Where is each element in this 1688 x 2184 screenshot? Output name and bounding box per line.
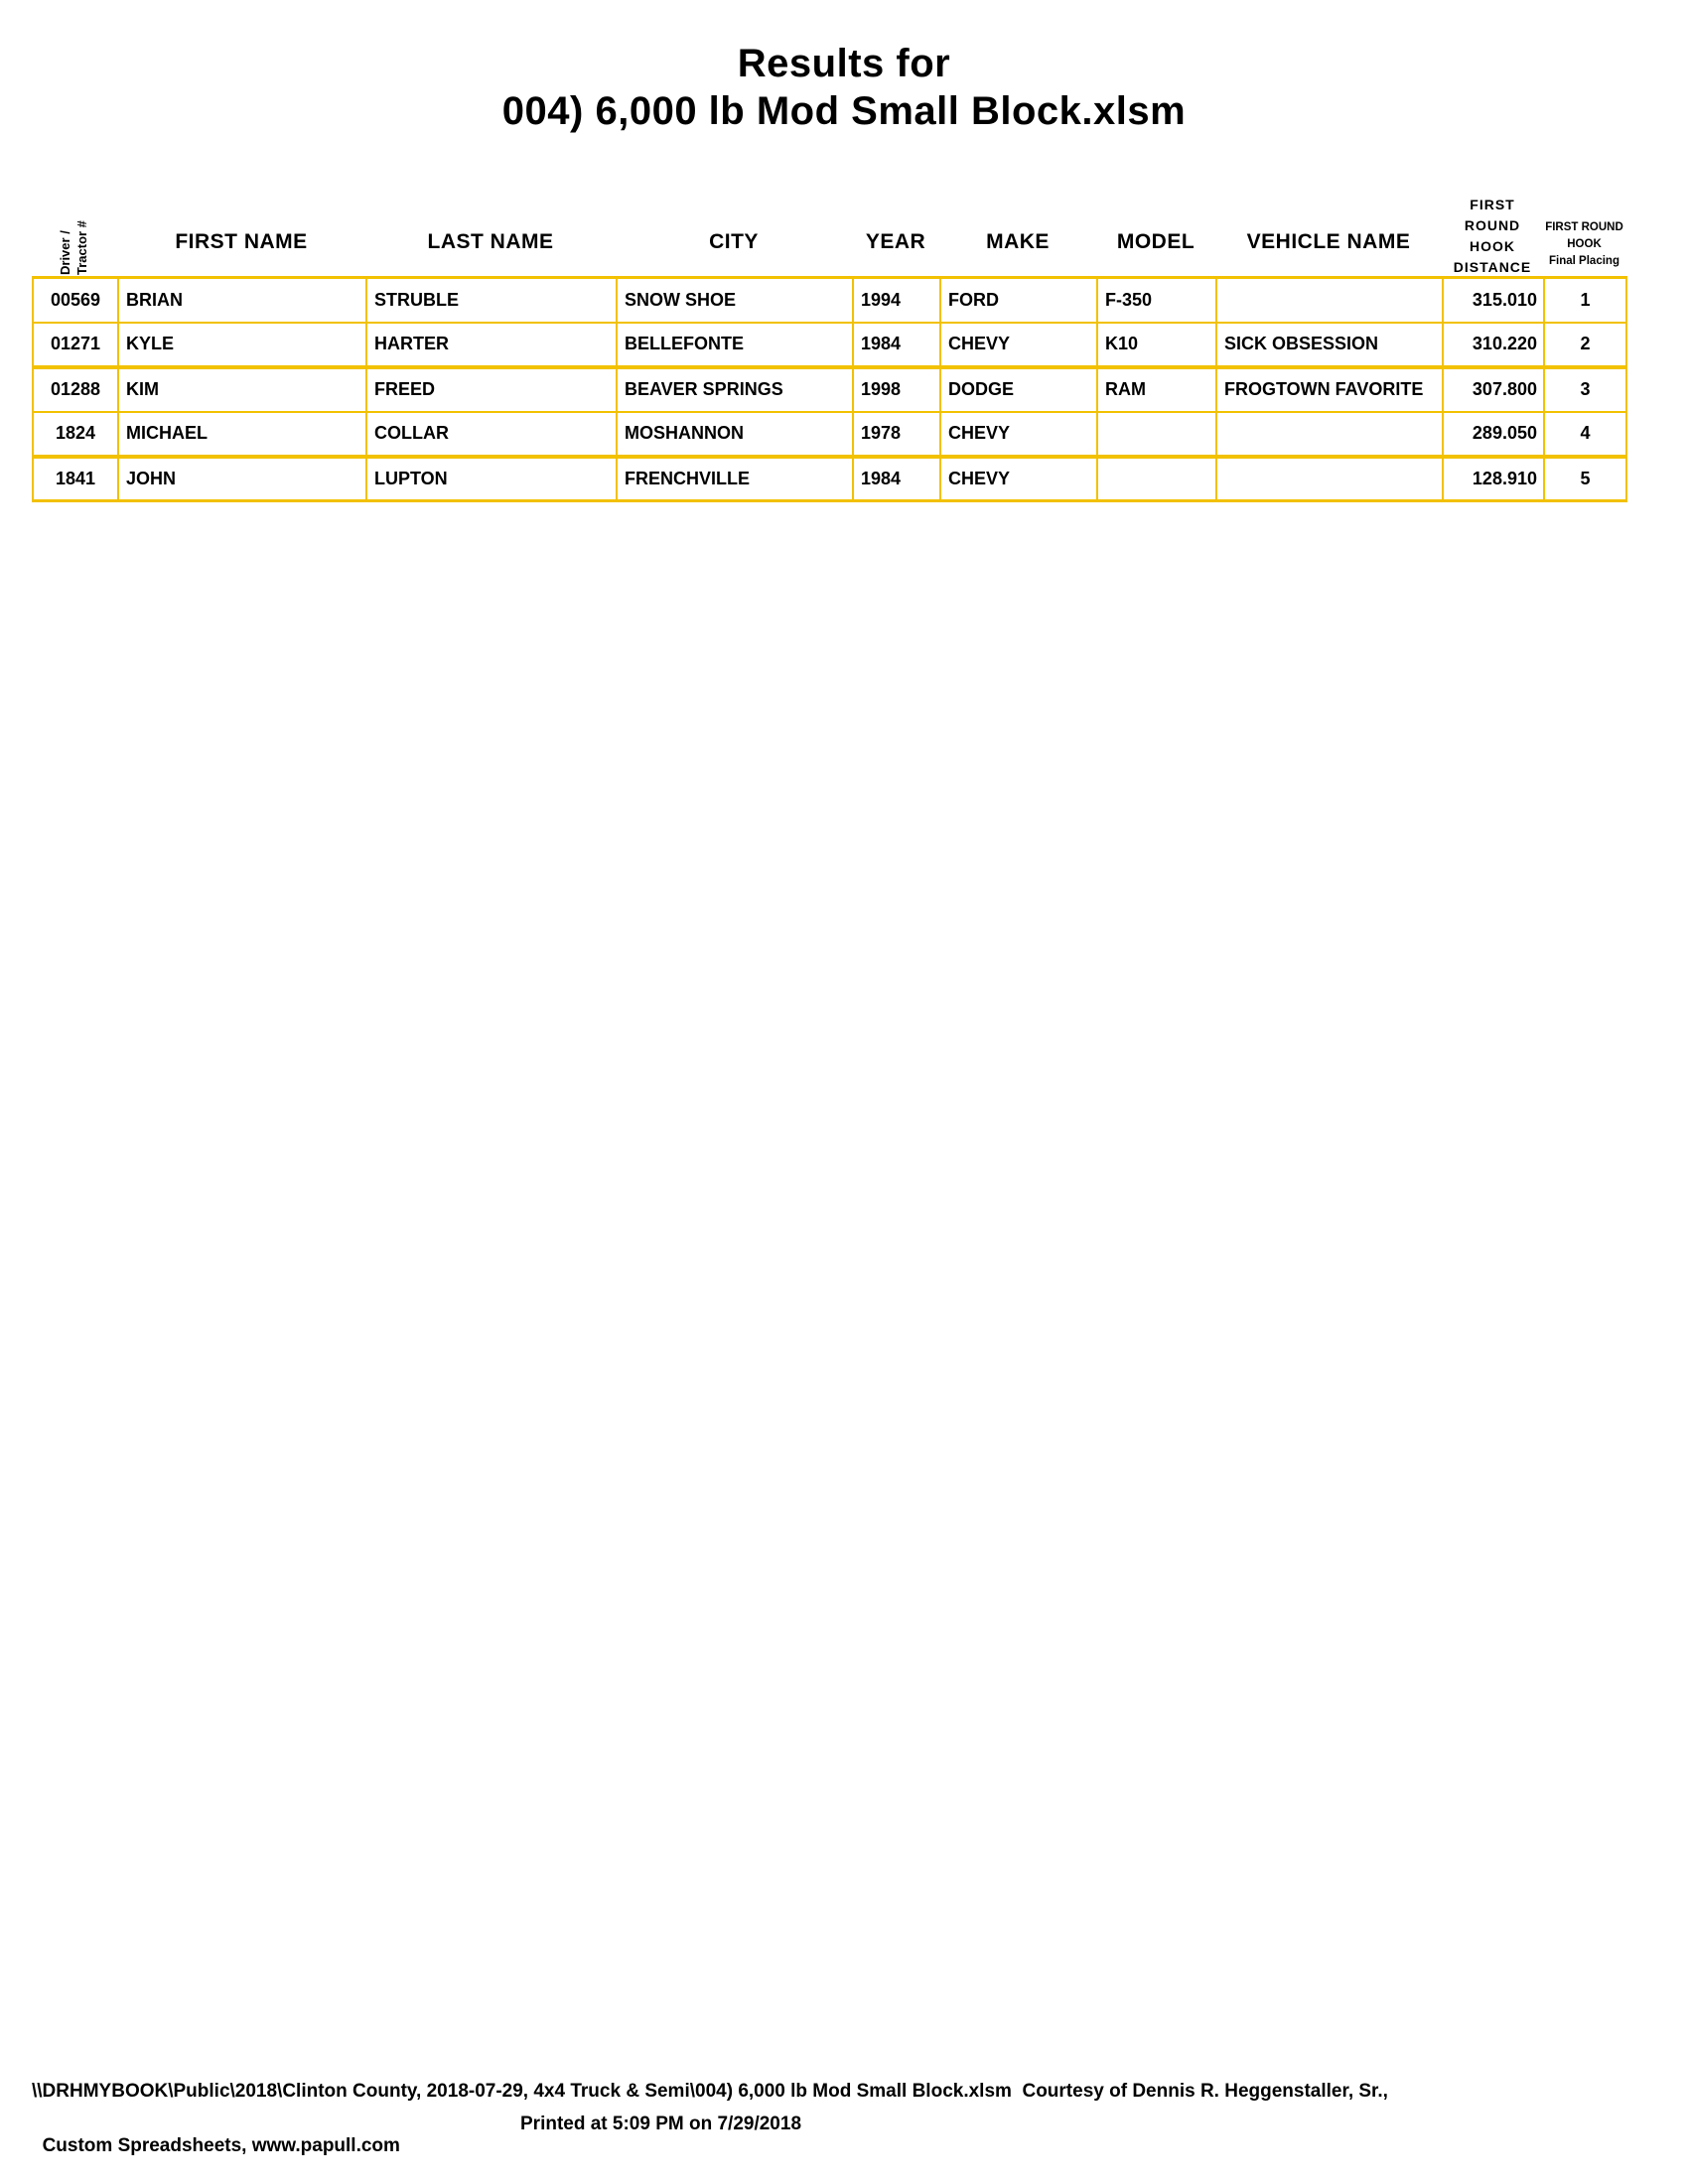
cell-model	[1097, 412, 1216, 457]
cell-final-placing: 1	[1544, 278, 1626, 323]
table-row	[33, 457, 1626, 501]
cell-city: BELLEFONTE	[617, 323, 853, 367]
column-header-final-placing	[1543, 219, 1625, 270]
cell-year: 1984	[853, 323, 940, 367]
cell-first-name: BRIAN	[118, 278, 366, 323]
table-row	[33, 367, 1626, 412]
cell-driver-number: 01271	[33, 323, 118, 367]
cell-vehicle-name	[1216, 278, 1443, 323]
table-row	[33, 278, 1626, 323]
cell-make: CHEVY	[940, 457, 1097, 501]
footer-credits-left: Custom Spreadsheets, www.papull.com	[42, 2135, 400, 2156]
cell-year: 1994	[853, 278, 940, 323]
cell-year: 1998	[853, 367, 940, 412]
placing-header-line: Final Placing	[1549, 255, 1619, 267]
distance-header-line: ROUND	[1464, 217, 1521, 233]
cell-vehicle-name: SICK OBSESSION	[1216, 323, 1443, 367]
cell-vehicle-name: FROGTOWN FAVORITE	[1216, 367, 1443, 412]
cell-hook-distance: 289.050	[1443, 412, 1544, 457]
cell-last-name: STRUBLE	[366, 278, 617, 323]
distance-header-line: DISTANCE	[1453, 259, 1532, 275]
cell-hook-distance: 315.010	[1443, 278, 1544, 323]
cell-make: CHEVY	[940, 412, 1097, 457]
cell-vehicle-name	[1216, 412, 1443, 457]
cell-last-name: LUPTON	[366, 457, 617, 501]
column-header-first-round-hook-distance	[1442, 195, 1543, 278]
placing-header-line: HOOK	[1567, 238, 1602, 250]
cell-vehicle-name	[1216, 457, 1443, 501]
cell-first-name: MICHAEL	[118, 412, 366, 457]
cell-make: CHEVY	[940, 323, 1097, 367]
report-title	[0, 40, 1688, 135]
results-sheet	[32, 191, 1625, 502]
cell-city: MOSHANNON	[617, 412, 853, 457]
table-header-row	[32, 191, 1625, 276]
cell-make: FORD	[940, 278, 1097, 323]
footer-printed-timestamp: Printed at 5:09 PM on 7/29/2018	[520, 2114, 802, 2134]
cell-first-name: KYLE	[118, 323, 366, 367]
driver-header-line2: Tractor #	[74, 220, 89, 275]
cell-final-placing: 4	[1544, 412, 1626, 457]
cell-driver-number: 1841	[33, 457, 118, 501]
distance-header-line: FIRST	[1470, 197, 1515, 212]
column-header-make: MAKE	[986, 230, 1050, 253]
cell-driver-number: 1824	[33, 412, 118, 457]
cell-city: SNOW SHOE	[617, 278, 853, 323]
report-title-line1: Results for	[737, 42, 951, 85]
column-header-driver-tractor-number	[57, 192, 92, 275]
results-table	[32, 276, 1627, 502]
driver-header-line1: Driver /	[58, 230, 72, 275]
cell-hook-distance: 310.220	[1443, 323, 1544, 367]
cell-final-placing: 3	[1544, 367, 1626, 412]
cell-final-placing: 2	[1544, 323, 1626, 367]
cell-model: RAM	[1097, 367, 1216, 412]
cell-year: 1984	[853, 457, 940, 501]
distance-header-line: HOOK	[1470, 238, 1515, 254]
footer-file-path: \\DRHMYBOOK\Public\2018\Clinton County, 2018-07-29, 4x4 Truck & Semi\004) 6,000 lb Mod Small Block.xlsm Courtesy of Dennis R. Heggenstaller, Sr.,	[32, 2081, 1388, 2102]
cell-city: FRENCHVILLE	[617, 457, 853, 501]
column-header-last-name: LAST NAME	[427, 230, 554, 253]
cell-model: K10	[1097, 323, 1216, 367]
table-row	[33, 412, 1626, 457]
cell-driver-number: 00569	[33, 278, 118, 323]
cell-last-name: FREED	[366, 367, 617, 412]
cell-city: BEAVER SPRINGS	[617, 367, 853, 412]
cell-driver-number: 01288	[33, 367, 118, 412]
cell-last-name: HARTER	[366, 323, 617, 367]
placing-header-line: FIRST ROUND	[1545, 221, 1623, 233]
cell-year: 1978	[853, 412, 940, 457]
column-header-vehicle-name: VEHICLE NAME	[1246, 230, 1411, 253]
cell-hook-distance: 307.800	[1443, 367, 1544, 412]
cell-make: DODGE	[940, 367, 1097, 412]
cell-last-name: COLLAR	[366, 412, 617, 457]
table-row	[33, 323, 1626, 367]
cell-model: F-350	[1097, 278, 1216, 323]
column-header-year: YEAR	[865, 230, 926, 253]
cell-final-placing: 5	[1544, 457, 1626, 501]
report-title-line2: 004) 6,000 lb Mod Small Block.xlsm	[501, 89, 1187, 133]
cell-first-name: JOHN	[118, 457, 366, 501]
column-header-city: CITY	[709, 230, 759, 253]
cell-hook-distance: 128.910	[1443, 457, 1544, 501]
footer-credits	[32, 2114, 802, 2179]
cell-first-name: KIM	[118, 367, 366, 412]
cell-model	[1097, 457, 1216, 501]
column-header-first-name: FIRST NAME	[175, 230, 308, 253]
column-header-model: MODEL	[1116, 230, 1196, 253]
